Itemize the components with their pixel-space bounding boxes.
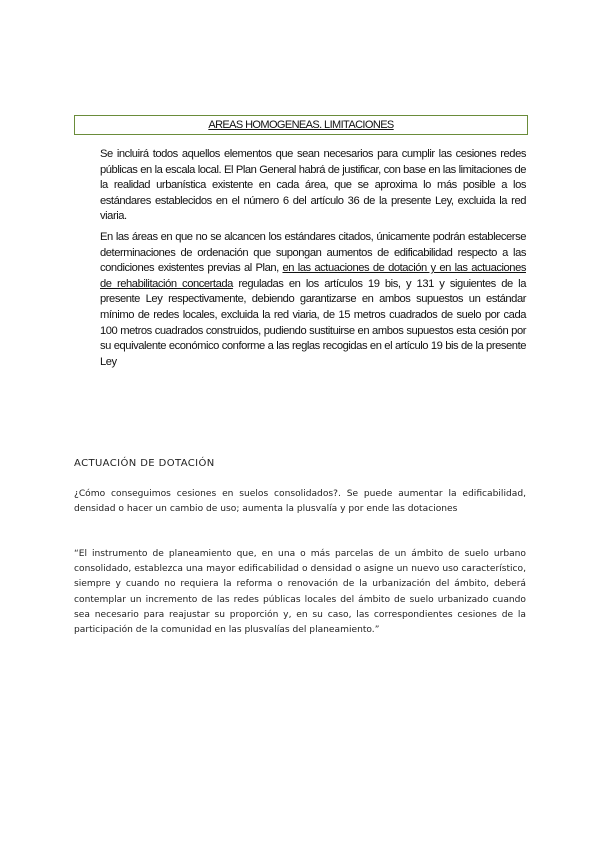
legal-quote-block [100,147,526,375]
quote-paragraph-2 [100,230,526,370]
quote-paragraph-1: Se incluirá todos aquellos elementos que sean necesarios para cumplir las cesiones redes públicas en la escala local. El Plan General habrá de justificar, con base en las limitaciones de la realidad urbanística existente en cada área, que se aproxima lo más posible a los estándares establecidos en el número 6 del artículo 36 de la presente Ley, excluida la red viaria. [100,148,526,223]
section-title: ACTUACIÓN DE DOTACIÓN [74,458,215,469]
quote-paragraph-2-end: reguladas en los artículos 19 bis, y 131 y siguientes de la presente Ley respectivamente, debiendo garantizarse en ambos supuestos un estándar mínimo de redes locales, excluida la red viaria, de 15 metros cuadrados de suelo por cada 100 metros cuadrados construidos, pudiendo sustituirse en ambos supuestos esta cesión por su equivalente económico conforme a las reglas recogidas en el artículo 19 bis de la presente Ley [100,277,526,368]
quote-paragraph-2-start: En las áreas en que no se alcancen los estándares citados, únicamente podrán establecerse determinaciones de ordenación que supongan aumentos de edificabilidad respecto a las condiciones existentes previas al Plan, [100,230,526,275]
section-header-box: AREAS HOMOGENEAS. LIMITACIONES [74,115,528,135]
quote-paragraph-2-underlined: en las actuaciones de dotación y en las actuaciones de rehabilitación concertada [100,262,526,290]
section-paragraph-1: ¿Cómo conseguimos cesiones en suelos consolidados?. Se puede aumentar la edificabilidad, densidad o hacer un cambio de uso; aumenta la plusvalía y por ende las dotaciones [74,489,526,515]
section-paragraph-2: “El instrumento de planeamiento que, en una o más parcelas de un ámbito de suelo urbano consolidado, establezca una mayor edificabilidad o densidad o asigne un nuevo uso característico, siempre y cuando no requiera la reforma o renovación de la urbanización del ámbito, deberá contemplar un incremento de las redes públicas locales del ámbito de suelo urbanizado cuando sea necesario para reajustar su proporción y, en su caso, las correspondientes cesiones de la participación de la comunidad en las plusvalías del planeamiento.” [74,549,526,636]
